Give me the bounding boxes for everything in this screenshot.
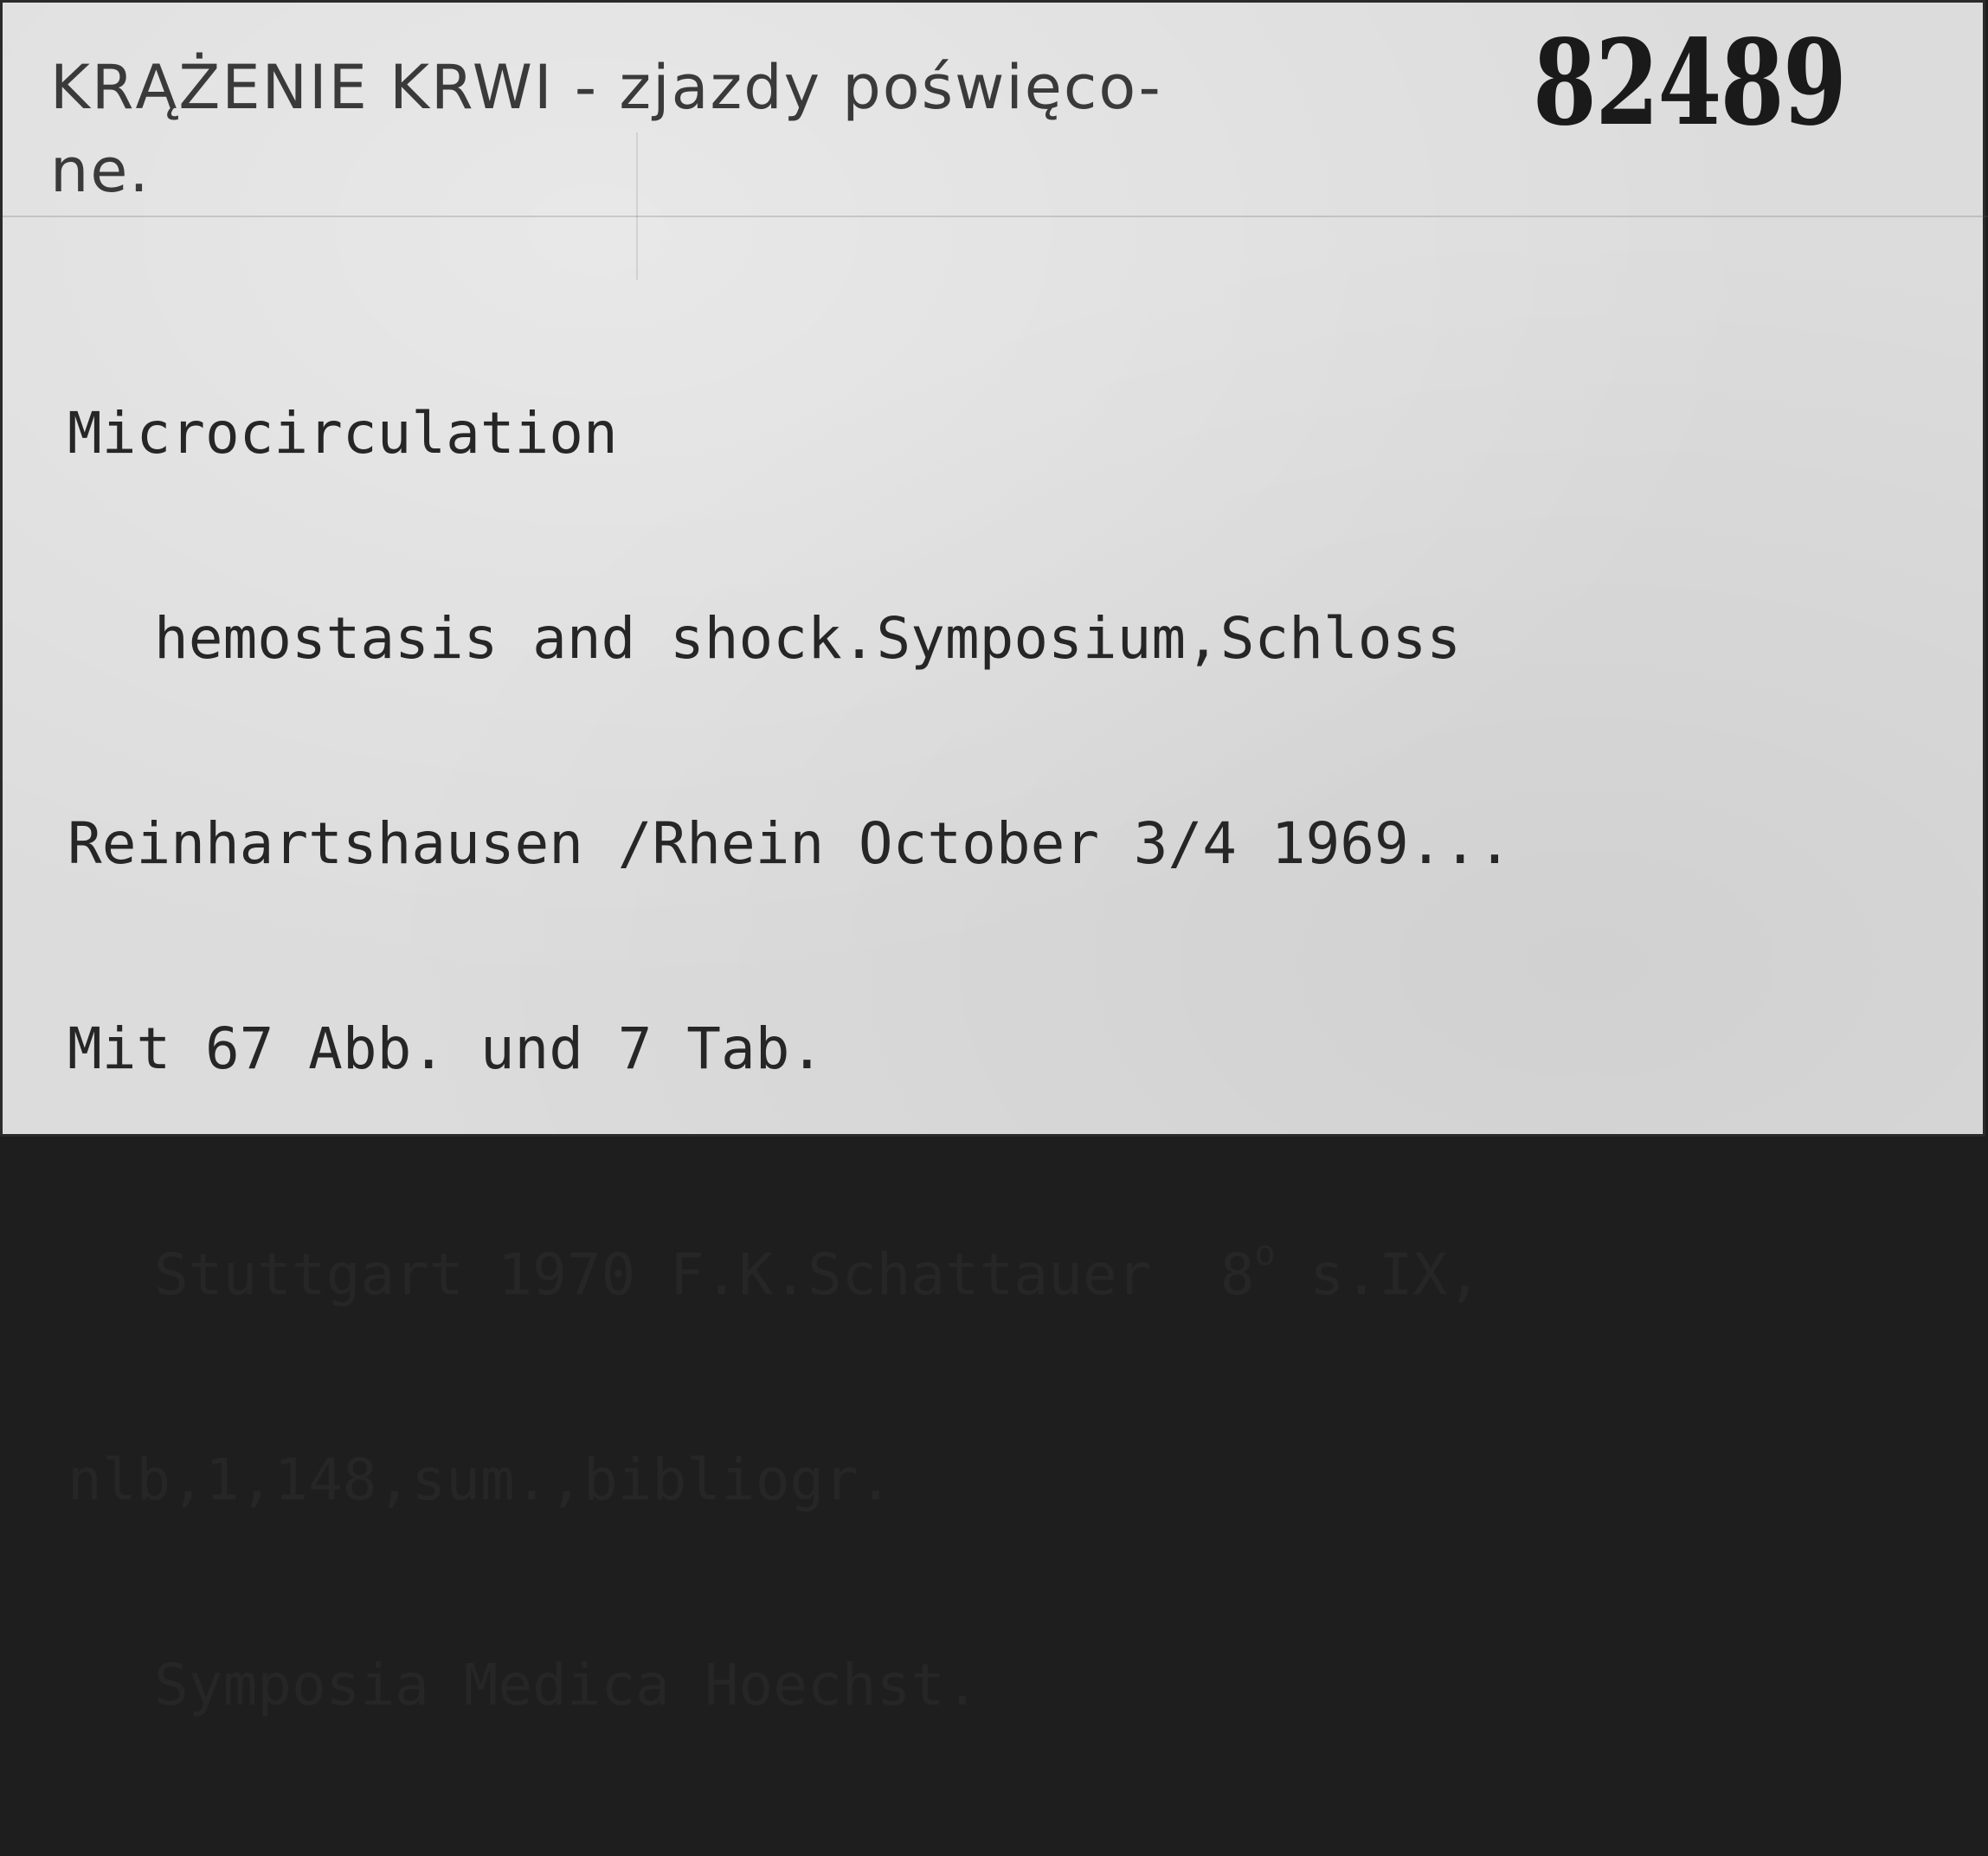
subject-heading-line-1: KRĄŻENIE KRWI - zjazdy poświęco- [50,52,1162,123]
entry-subtitle: hemostasis and shock.Symposium,Schloss [154,605,1461,672]
entry-illustrations: Mit 67 Abb. und 7 Tab. [68,1015,825,1082]
bibliographic-entry [68,262,1512,1856]
subject-heading [50,46,1522,212]
entry-location-date: Reinhartshausen /Rhein October 3/4 1969... [68,810,1512,877]
entry-format-degree: o [1254,1234,1276,1273]
entry-pagination-start: s.IX, [1275,1241,1483,1308]
entry-series: Symposia Medica Hoechst. [154,1652,980,1718]
ruled-line [3,216,1988,217]
subject-heading-line-2: ne. [50,135,151,206]
entry-collation: nlb,1,148,sum.,bibliogr. [68,1447,893,1513]
entry-imprint-text: Stuttgart 1970 F.K.Schattauer 8 [154,1241,1255,1308]
catalog-number: 82489 [1533,14,1846,152]
entry-title: Microcirculation [68,400,618,467]
entry-imprint [68,1220,1512,1309]
